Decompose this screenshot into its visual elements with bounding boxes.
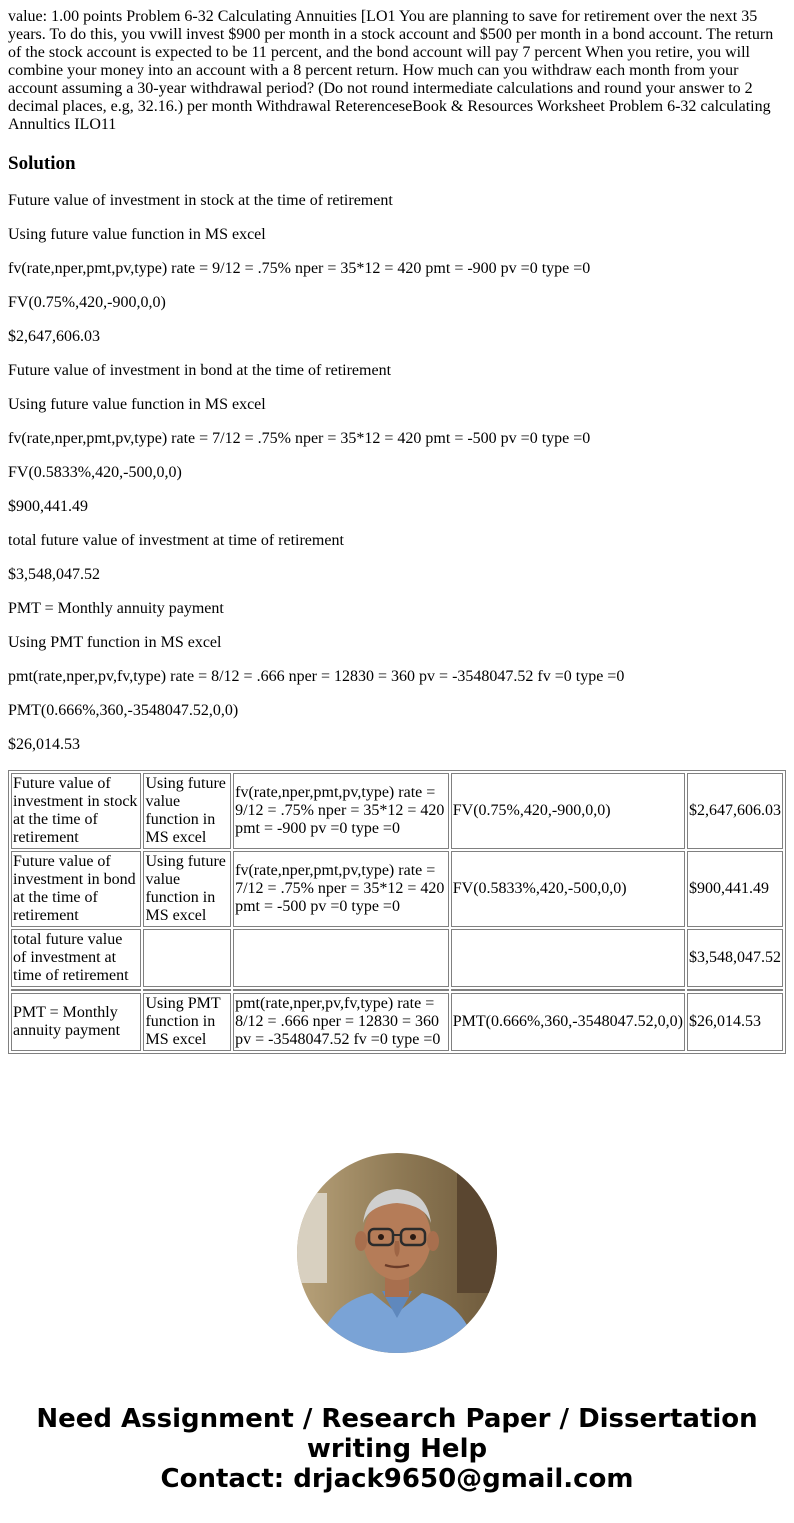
table-cell: $26,014.53 — [687, 993, 783, 1051]
footer-line: writing Help — [306, 1434, 488, 1464]
table-cell: pmt(rate,nper,pv,fv,type) rate = 8/12 = .666 nper = 12830 = 360 pv = -3548047.52 fv =0 type =0 — [233, 993, 449, 1051]
step-paragraph: Using future value function in MS excel — [8, 226, 266, 243]
table-cell: $2,647,606.03 — [687, 773, 783, 849]
step-paragraph: Using future value function in MS excel — [8, 396, 266, 413]
table-cell — [233, 929, 449, 987]
step-paragraph: Future value of investment in bond at the time of retirement — [8, 362, 392, 379]
footer-contact: Contact: drjack9650@gmail.com — [160, 1464, 634, 1494]
step-paragraph: FV(0.75%,420,-900,0,0) — [8, 294, 166, 311]
table-row — [11, 851, 783, 927]
step-paragraph: $2,647,606.03 — [8, 328, 100, 345]
step-paragraph: fv(rate,nper,pmt,pv,type) rate = 7/12 = .75% nper = 35*12 = 420 pmt = -500 pv =0 type =0 — [8, 430, 591, 447]
step-paragraph: FV(0.5833%,420,-500,0,0) — [8, 464, 182, 481]
step-paragraph: fv(rate,nper,pmt,pv,type) rate = 9/12 = .75% nper = 35*12 = 420 pmt = -900 pv =0 type =0 — [8, 260, 591, 277]
table-cell: Future value of investment in stock at the time of retirement — [11, 773, 141, 849]
table-row — [11, 929, 783, 987]
table-cell: Future value of investment in bond at the time of retirement — [11, 851, 141, 927]
step-paragraph: Using PMT function in MS excel — [8, 634, 222, 651]
table-cell: FV(0.5833%,420,-500,0,0) — [451, 851, 685, 927]
step-paragraph: PMT(0.666%,360,-3548047.52,0,0) — [8, 702, 239, 719]
table-cell — [143, 989, 231, 991]
table-cell: Using PMT function in MS excel — [143, 993, 231, 1051]
table-cell: Using future value function in MS excel — [143, 773, 231, 849]
table-cell: PMT = Monthly annuity payment — [11, 993, 141, 1051]
table-cell — [451, 989, 685, 991]
table-cell — [143, 929, 231, 987]
table-cell — [11, 989, 141, 991]
tutor-avatar — [297, 1153, 497, 1353]
solution-table — [8, 770, 786, 1054]
table-cell: $900,441.49 — [687, 851, 783, 927]
step-paragraph: $3,548,047.52 — [8, 566, 100, 583]
table-row-spacer — [11, 989, 783, 991]
promo-footer — [0, 1404, 794, 1494]
tutor-photo-icon — [297, 1153, 497, 1353]
table-row — [11, 773, 783, 849]
table-cell — [451, 929, 685, 987]
step-paragraph: $900,441.49 — [8, 498, 88, 515]
step-paragraph: total future value of investment at time of retirement — [8, 532, 344, 549]
table-cell — [687, 989, 783, 991]
table-row — [11, 993, 783, 1051]
step-paragraph: Future value of investment in stock at the time of retirement — [8, 192, 393, 209]
problem-statement: value: 1.00 points Problem 6-32 Calculating Annuities [LO1 You are planning to save for retirement over the next 35 years. To do this, you vwill invest $900 per month in a stock account and $500 per month in a bond account. The return of the stock account is expected to be 11 percent, and the bond account will pay 7 percent When you retire, you will combine your money into an account with a 8 percent return. How much can you withdraw each month from your account assuming a 30-year withdrawal period? (Do not round intermediate calculations and round your answer to 2 decimal places, e.g, 32.16.) per month Withdrawal ReterenceseBook & Resources Worksheet Problem 6-32 calculating Annultics ILO11 — [8, 8, 774, 133]
table-cell: fv(rate,nper,pmt,pv,type) rate = 9/12 = .75% nper = 35*12 = 420 pmt = -900 pv =0 type =0 — [233, 773, 449, 849]
table-cell — [233, 989, 449, 991]
step-paragraph: $26,014.53 — [8, 736, 80, 753]
footer-line: Need Assignment / Research Paper / Dissertation — [36, 1404, 758, 1434]
solution-heading: Solution — [8, 153, 76, 174]
step-paragraph: pmt(rate,nper,pv,fv,type) rate = 8/12 = .666 nper = 12830 = 360 pv = -3548047.52 fv =0 type =0 — [8, 668, 625, 685]
step-paragraph: PMT = Monthly annuity payment — [8, 600, 224, 617]
table-cell: fv(rate,nper,pmt,pv,type) rate = 7/12 = .75% nper = 35*12 = 420 pmt = -500 pv =0 type =0 — [233, 851, 449, 927]
table-cell: $3,548,047.52 — [687, 929, 783, 987]
table-cell: total future value of investment at time of retirement — [11, 929, 141, 987]
solution-steps — [8, 192, 786, 754]
table-cell: FV(0.75%,420,-900,0,0) — [451, 773, 685, 849]
table-cell: Using future value function in MS excel — [143, 851, 231, 927]
table-cell: PMT(0.666%,360,-3548047.52,0,0) — [451, 993, 685, 1051]
